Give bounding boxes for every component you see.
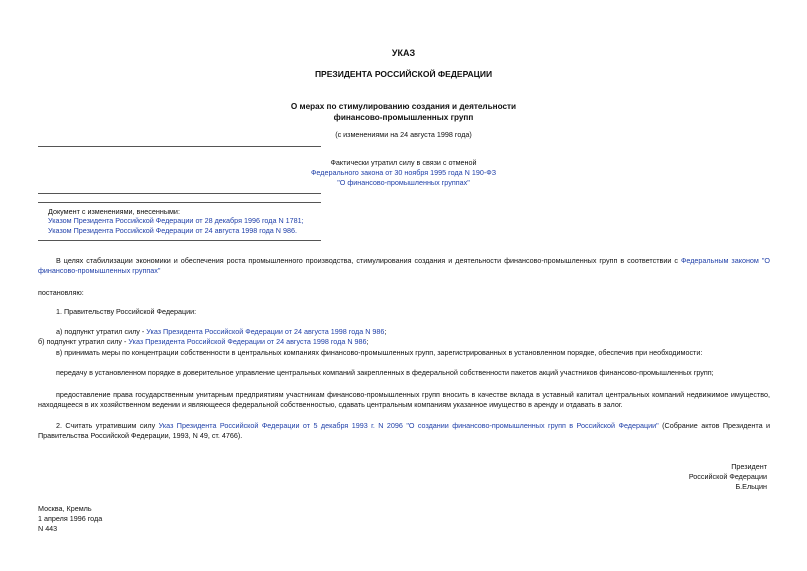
- status-text: Фактически утратил силу в связи с отменой: [330, 158, 477, 167]
- signature-country: Российской Федерации: [688, 472, 767, 481]
- preamble-text: В целях стабилизации экономики и обеспечения роста промышленного производства, стимулирования создания и деятельности финансово-промышленных групп в соответствии с: [56, 256, 681, 265]
- date: 1 апреля 1996 года: [38, 514, 103, 523]
- changes-link-1998[interactable]: Указом Президента Российской Федерации от 24 августа 1998 года N 986.: [48, 226, 297, 235]
- subpoint-b-link[interactable]: Указ Президента Российской Федерации от 24 августа 1998 года N 986: [128, 337, 367, 346]
- signature-title: Президент: [731, 462, 767, 471]
- changes-intro: Документ с изменениями, внесенными:: [48, 207, 180, 216]
- divider: [38, 240, 321, 241]
- point-2-end: (Собрание актов Президента и Правительства Российской Федерации, 1993, N 49, ст. 4766).: [38, 421, 771, 440]
- subpoint-c: в) принимать меры по концентрации собственности в центральных компаниях финансово-промышленных групп, зарегистрированных в установленном порядке, обеспечив при необходимости:: [56, 348, 703, 357]
- subject-line-1: О мерах по стимулированию создания и деятельности: [290, 102, 517, 111]
- place: Москва, Кремль: [38, 504, 92, 513]
- point-1: 1. Правительству Российской Федерации:: [56, 307, 197, 316]
- decree-title: УКАЗ: [391, 48, 416, 58]
- repealed-decree-link[interactable]: Указ Президента Российской Федерации от 5 декабря 1993 г. N 2096 "О создании финансово-промышленных групп в Российской Федерации": [158, 421, 659, 430]
- divider: [38, 202, 321, 203]
- federal-law-link[interactable]: Федеральным законом "О финансово-промышленных группах": [38, 256, 770, 275]
- subpoint-b-text: б) подпункт утратил силу -: [38, 337, 129, 346]
- subject-line-2: финансово-промышленных групп: [333, 113, 474, 122]
- signature-name: Б.Ельцин: [735, 482, 767, 491]
- status-link-law[interactable]: Федерального закона от 30 ноября 1995 года N 190-ФЗ: [310, 168, 497, 177]
- divider: [38, 146, 321, 147]
- transfer-paragraph: передачу в установленном порядке в доверительное управление центральных компаний закрепленных в федеральной собственности пакетов акций участников финансово-промышленных групп;: [56, 368, 714, 377]
- resolved-line: постановляю:: [38, 288, 84, 297]
- subpoint-a: [56, 327, 386, 337]
- divider: [38, 193, 321, 194]
- issuer-title: ПРЕЗИДЕНТА РОССИЙСКОЙ ФЕДЕРАЦИИ: [314, 69, 493, 79]
- subpoint-a-text: а) подпункт утратил силу -: [56, 327, 147, 336]
- point-2-text: 2. Считать утратившим силу: [56, 421, 159, 430]
- subpoint-b-end: ;: [366, 337, 369, 346]
- changes-link-1996[interactable]: Указом Президента Российской Федерации от 28 декабря 1996 года N 1781;: [48, 216, 304, 225]
- subpoint-b: [38, 337, 369, 347]
- preamble-paragraph: [38, 256, 770, 275]
- subpoint-a-end: ;: [384, 327, 387, 336]
- status-link-law-title[interactable]: "О финансово-промышленных группах": [337, 178, 470, 187]
- point-2: [38, 421, 770, 440]
- subpoint-a-link[interactable]: Указ Президента Российской Федерации от 24 августа 1998 года N 986: [146, 327, 385, 336]
- decree-number: N 443: [38, 524, 58, 533]
- amendment-note: (с изменениями на 24 августа 1998 года): [335, 130, 472, 139]
- grant-paragraph: предоставление права государственным унитарным предприятиям участникам финансово-промышленных групп вносить в качестве вклада в уставный капитал центральных компаний недвижимое имущество, находящееся в их хозяйственном ведении и являющееся федеральной собственностью, сдавать центральным компаниям указанное имущество в аренду и отдавать в залог.: [38, 390, 770, 409]
